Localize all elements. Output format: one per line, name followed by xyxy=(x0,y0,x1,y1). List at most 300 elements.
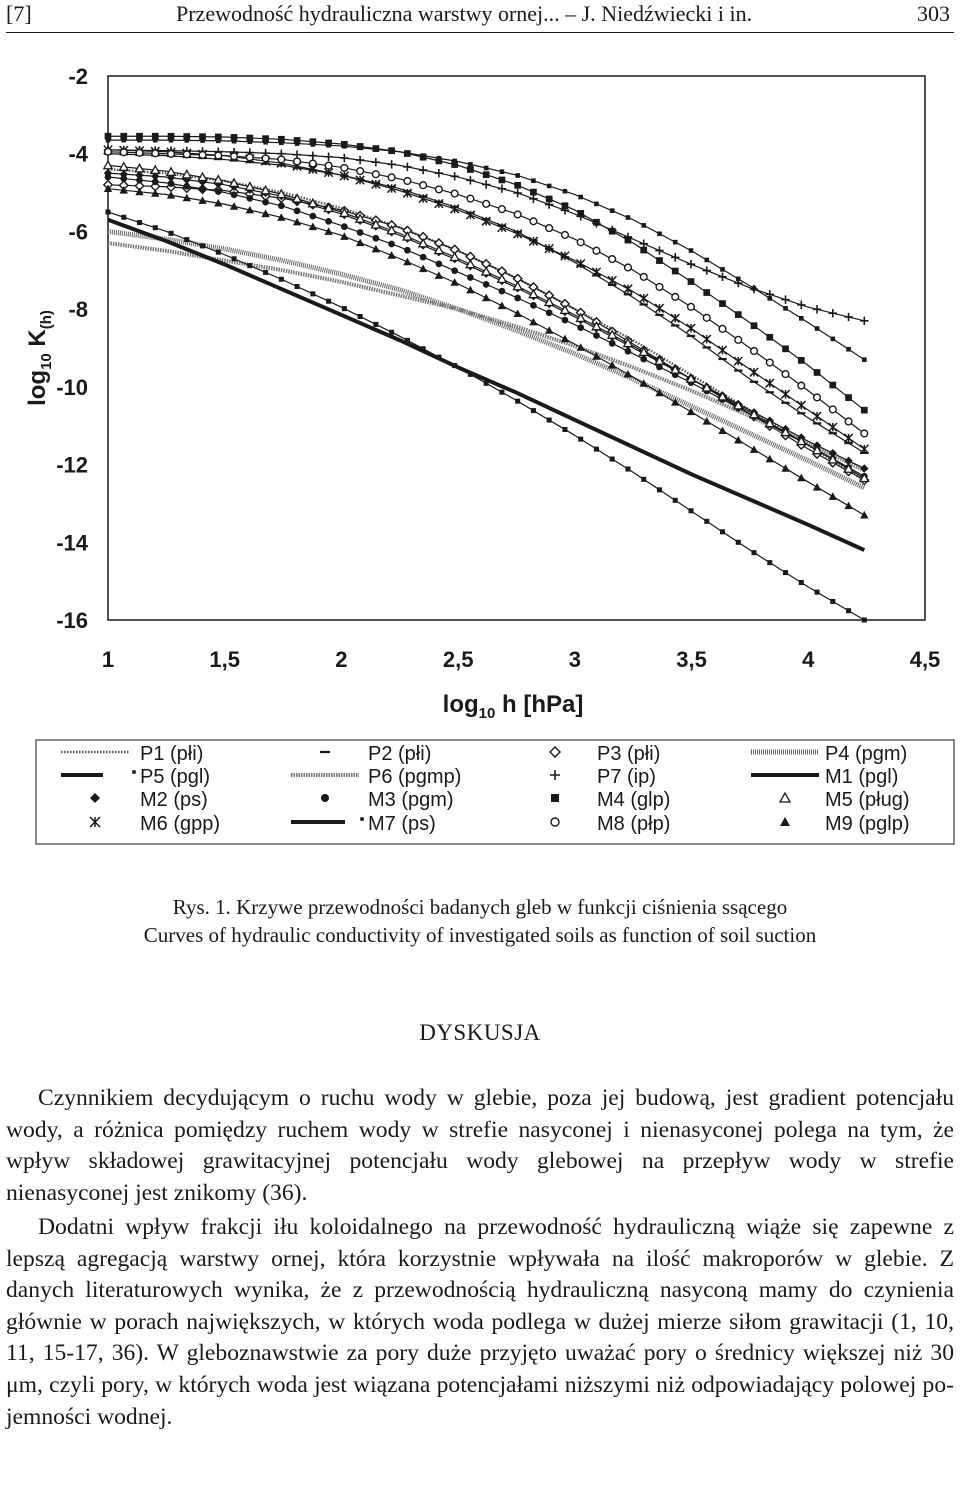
data-point xyxy=(435,246,443,254)
data-point xyxy=(751,322,758,329)
data-point xyxy=(372,145,379,152)
page-header xyxy=(6,0,954,30)
data-point xyxy=(357,143,364,150)
data-point xyxy=(169,231,174,236)
data-point xyxy=(718,273,726,281)
data-point xyxy=(720,267,725,272)
data-point xyxy=(861,407,868,414)
data-point xyxy=(829,309,837,317)
data-point xyxy=(419,239,427,247)
data-point xyxy=(641,223,646,228)
data-point xyxy=(515,173,520,178)
data-point xyxy=(608,361,616,369)
data-point xyxy=(483,200,490,207)
data-point xyxy=(625,264,632,271)
data-point xyxy=(846,608,851,613)
data-point xyxy=(797,474,805,482)
data-point xyxy=(624,285,632,293)
data-point xyxy=(815,326,820,331)
legend-marker xyxy=(551,818,559,826)
data-point xyxy=(529,195,537,203)
data-point xyxy=(279,277,284,282)
data-point xyxy=(671,314,679,322)
data-point xyxy=(671,253,679,261)
data-point xyxy=(498,302,506,310)
data-point xyxy=(121,215,126,220)
data-point xyxy=(625,237,632,244)
data-point xyxy=(215,188,222,195)
legend-marker xyxy=(132,770,136,774)
data-point xyxy=(420,254,427,261)
data-point xyxy=(530,218,537,225)
data-point xyxy=(625,467,630,472)
data-point xyxy=(845,394,852,401)
data-point xyxy=(815,590,820,595)
data-point xyxy=(531,408,536,413)
data-point xyxy=(468,162,473,167)
data-point xyxy=(387,251,395,259)
data-point xyxy=(593,219,600,226)
data-point xyxy=(498,275,506,283)
data-point xyxy=(515,399,520,404)
legend-marker xyxy=(321,794,329,802)
data-point xyxy=(576,343,584,351)
data-point xyxy=(183,183,190,190)
data-point xyxy=(640,240,648,248)
data-point xyxy=(798,382,805,389)
data-point xyxy=(547,184,552,189)
data-point xyxy=(704,258,709,263)
data-point xyxy=(246,154,253,161)
data-point xyxy=(246,195,253,202)
data-point xyxy=(482,217,490,225)
data-point xyxy=(419,194,427,202)
legend-label: P6 (pgmp) xyxy=(368,766,462,788)
data-point xyxy=(153,225,158,230)
data-point xyxy=(310,291,315,296)
data-point xyxy=(215,152,222,159)
y-tick-label: -4 xyxy=(68,141,88,167)
x-axis-label: $\log_{10} h$ [hPa] xyxy=(442,691,584,722)
data-point xyxy=(783,570,788,575)
data-point xyxy=(703,335,711,343)
data-point xyxy=(294,137,301,144)
data-point xyxy=(152,133,159,140)
data-point xyxy=(340,232,348,240)
data-point xyxy=(640,356,647,363)
data-point xyxy=(767,560,772,565)
data-point xyxy=(215,134,222,141)
data-point xyxy=(183,133,190,140)
data-point xyxy=(719,325,726,332)
data-series xyxy=(104,154,869,453)
data-point xyxy=(514,295,521,302)
data-point xyxy=(184,237,189,242)
data-point xyxy=(844,313,852,321)
data-point xyxy=(655,304,663,312)
data-point xyxy=(766,359,773,366)
data-point xyxy=(797,401,805,409)
data-point xyxy=(436,186,443,193)
y-tick-label: -2 xyxy=(68,64,88,89)
data-point xyxy=(766,455,774,463)
data-point xyxy=(750,445,758,453)
data-point xyxy=(404,178,411,185)
data-point xyxy=(530,189,537,196)
data-point xyxy=(608,276,616,284)
data-point xyxy=(278,202,285,209)
data-point xyxy=(168,133,175,140)
data-point xyxy=(640,294,648,302)
x-tick-label: 3 xyxy=(568,647,581,672)
data-point xyxy=(735,336,742,343)
x-tick-label: 4,5 xyxy=(909,647,941,672)
data-point xyxy=(814,394,821,401)
data-point xyxy=(309,213,316,220)
data-point xyxy=(799,580,804,585)
data-point xyxy=(656,284,663,291)
data-point xyxy=(513,282,521,290)
data-point xyxy=(483,171,490,178)
data-point xyxy=(294,207,301,214)
data-point xyxy=(513,189,521,197)
data-point xyxy=(673,240,678,245)
data-point xyxy=(860,511,868,519)
legend-label: M5 (pług) xyxy=(825,789,910,811)
legend-label: P1 (płi) xyxy=(140,743,204,765)
data-point xyxy=(577,324,584,331)
data-point xyxy=(735,311,742,318)
data-point xyxy=(341,141,348,148)
data-point xyxy=(577,239,584,246)
data-point xyxy=(231,191,238,198)
legend-label: P7 (ip) xyxy=(597,766,656,788)
x-tick-label: 2 xyxy=(335,647,348,672)
data-point xyxy=(830,337,835,342)
data-point xyxy=(372,235,379,242)
data-point xyxy=(498,184,506,192)
data-point xyxy=(419,265,427,273)
data-point xyxy=(703,266,711,274)
data-point xyxy=(435,199,443,207)
data-point xyxy=(688,303,695,310)
data-point xyxy=(232,256,237,261)
data-point xyxy=(687,260,695,268)
data-point xyxy=(482,267,490,275)
data-point xyxy=(325,140,332,147)
data-point xyxy=(672,268,679,275)
data-point xyxy=(781,390,789,398)
y-tick-label: -16 xyxy=(56,608,88,633)
data-point xyxy=(325,162,332,169)
paragraph: Dodatni wpływ frakcji iłu koloidalnego na przewodność hydrauliczną wiąże się zapewne z lepszą agregacją warstwy ornej, która korzystnie wpływała na ilość makroporów w glebie. Z danych literaturowych wynika, że z przewodnością hydrauliczną nasyconą mamy do czynienia głównie w porach największych, w których woda podlega w dużej mierze siłom grawitacji (1, 10, 11, 15-17, 36). W gleboznawstwie za pory duże przyjęto uważać pory o średnicy większej niż 30 μm, czyli pory, w których woda jest wiązana potencjałami niższymi niż odpowiadający polowej pojemności wodnej. xyxy=(6,1214,954,1430)
data-point xyxy=(736,540,741,545)
data-point xyxy=(436,355,441,360)
data-point xyxy=(419,166,427,174)
data-series xyxy=(104,181,869,485)
data-point xyxy=(657,487,662,492)
data-point xyxy=(294,158,301,165)
data-point xyxy=(829,423,837,431)
data-point xyxy=(640,274,647,281)
page-number: 303 xyxy=(917,1,950,26)
data-point xyxy=(342,306,347,311)
data-point xyxy=(404,150,411,157)
data-point xyxy=(403,232,411,240)
data-point xyxy=(436,158,443,165)
data-point xyxy=(561,306,569,314)
legend-label: M7 (ps) xyxy=(368,813,436,835)
series-line xyxy=(108,152,864,434)
running-title: Przewodność hydrauliczna warstwy ornej... – J. Niedźwiecki i in. xyxy=(176,1,753,26)
reference-number: [7] xyxy=(6,1,32,26)
data-point xyxy=(797,301,805,309)
data-point xyxy=(388,174,395,181)
data-point xyxy=(829,406,836,413)
data-point xyxy=(751,550,756,555)
data-point xyxy=(263,270,268,275)
x-tick-label: 4 xyxy=(802,647,815,672)
data-point xyxy=(829,492,837,500)
x-tick-label: 3,5 xyxy=(676,647,707,672)
data-point xyxy=(783,306,788,311)
data-point xyxy=(830,599,835,604)
data-point xyxy=(829,382,836,389)
data-point xyxy=(703,289,710,296)
data-point xyxy=(687,324,695,332)
y-axis-label: $\log_{10} K_{(h)}$ xyxy=(24,310,55,406)
data-point xyxy=(199,186,206,193)
data-point xyxy=(687,408,695,416)
data-point xyxy=(578,195,583,200)
data-point xyxy=(799,316,804,321)
data-point xyxy=(766,290,774,298)
data-point xyxy=(562,202,569,209)
data-point xyxy=(813,412,821,420)
data-point xyxy=(387,184,395,192)
data-point xyxy=(609,228,616,235)
data-point xyxy=(498,223,506,231)
y-tick-label: -10 xyxy=(56,374,88,400)
legend-marker xyxy=(551,794,559,802)
data-point xyxy=(766,379,774,387)
data-point xyxy=(546,196,553,203)
data-point xyxy=(466,211,474,219)
data-point xyxy=(688,508,693,513)
data-point xyxy=(766,334,773,341)
data-point xyxy=(514,182,521,189)
x-tick-label: 2,5 xyxy=(442,647,474,672)
data-point xyxy=(357,168,364,175)
data-point xyxy=(246,135,253,142)
data-point xyxy=(781,295,789,303)
data-point xyxy=(610,208,615,213)
y-tick-label: -8 xyxy=(68,297,88,323)
data-point xyxy=(420,154,427,161)
data-point xyxy=(136,177,143,184)
data-point xyxy=(672,294,679,301)
data-point xyxy=(750,368,758,376)
data-point xyxy=(466,176,474,184)
data-point xyxy=(467,274,474,281)
header-rule xyxy=(6,32,954,33)
data-point xyxy=(655,246,663,254)
data-point xyxy=(200,243,205,248)
data-point xyxy=(231,134,238,141)
x-tick-label: 1 xyxy=(101,647,115,672)
data-point xyxy=(814,369,821,376)
figure-caption-en: Curves of hydraulic conductivity of investigated soils as function of soil suction xyxy=(143,923,817,947)
data-point xyxy=(529,290,537,298)
data-point xyxy=(451,190,458,197)
data-point xyxy=(703,314,710,321)
data-point xyxy=(105,148,112,155)
legend-label: M4 (glp) xyxy=(597,789,671,811)
data-point xyxy=(278,156,285,163)
data-point xyxy=(718,346,726,354)
data-point xyxy=(466,286,474,294)
data-point xyxy=(703,417,711,425)
paragraph: Czynnikiem decydującym o ruchu wody w glebie, poza jej budową, jest gradient potencjału wody, a różnica pomiędzy ruchem wody w strefie nasyconej i nienasyconej polega na tym, że wpływ składowej grawitacyjnej potencjału wody glebowej na przepływ wody w strefie nienasyconej jest znikomy (36). xyxy=(6,1085,954,1206)
data-point xyxy=(199,152,206,159)
data-point xyxy=(860,445,868,453)
legend-label: M8 (płp) xyxy=(597,813,671,835)
data-point xyxy=(468,372,473,377)
data-point xyxy=(450,278,458,286)
data-point xyxy=(403,189,411,197)
legend-label: P5 (pgl) xyxy=(140,766,211,788)
data-point xyxy=(500,169,505,174)
data-point xyxy=(450,253,458,261)
data-point xyxy=(499,390,504,395)
data-point xyxy=(718,426,726,434)
data-point xyxy=(657,231,662,236)
data-point xyxy=(436,261,443,268)
data-point xyxy=(625,348,632,355)
data-point xyxy=(387,160,395,168)
data-point xyxy=(484,381,489,386)
data-point xyxy=(389,330,394,335)
data-point xyxy=(844,502,852,510)
data-series xyxy=(104,169,869,473)
legend-label: P4 (pgm) xyxy=(825,743,908,765)
data-point xyxy=(466,260,474,268)
figure-caption-pl: Rys. 1. Krzywe przewodności badanych gleb w funkcji ciśnienia ssącego xyxy=(172,895,788,919)
data-point xyxy=(734,436,742,444)
y-tick-label: -12 xyxy=(56,452,88,478)
data-point xyxy=(593,247,600,254)
data-point xyxy=(295,284,300,289)
data-point xyxy=(356,156,364,164)
data-point xyxy=(403,258,411,266)
data-point xyxy=(546,309,553,316)
data-point xyxy=(720,529,725,534)
data-point xyxy=(183,151,190,158)
data-point xyxy=(529,318,537,326)
data-point xyxy=(547,418,552,423)
data-point xyxy=(813,483,821,491)
data-point xyxy=(563,189,568,194)
legend-label: M1 (pgl) xyxy=(825,766,899,788)
data-point xyxy=(467,166,474,173)
data-point xyxy=(168,180,175,187)
data-point xyxy=(562,232,569,239)
data-point xyxy=(719,300,726,307)
data-point xyxy=(673,498,678,503)
data-point xyxy=(450,172,458,180)
data-point xyxy=(152,178,159,185)
data-point xyxy=(513,309,521,317)
data-point xyxy=(593,332,600,339)
data-point xyxy=(482,180,490,188)
data-point xyxy=(689,248,694,253)
data-point xyxy=(104,161,112,169)
legend-label: P2 (płi) xyxy=(368,743,432,765)
data-point xyxy=(450,205,458,213)
data-point xyxy=(499,206,506,213)
data-point xyxy=(451,267,458,274)
data-point xyxy=(592,268,600,276)
data-point xyxy=(451,161,458,168)
data-point xyxy=(781,464,789,472)
data-point xyxy=(734,357,742,365)
data-point xyxy=(626,215,631,220)
data-point xyxy=(641,477,646,482)
data-point xyxy=(609,340,616,347)
data-point xyxy=(372,171,379,178)
data-point xyxy=(341,165,348,172)
data-point xyxy=(372,245,380,253)
data-point xyxy=(373,322,378,327)
data-point xyxy=(341,223,348,230)
data-point xyxy=(372,158,380,166)
data-point xyxy=(482,294,490,302)
data-point xyxy=(216,250,221,255)
data-point xyxy=(137,220,142,225)
data-point xyxy=(340,154,348,162)
data-point xyxy=(325,218,332,225)
data-point xyxy=(545,326,553,334)
data-point xyxy=(324,153,332,161)
data-point xyxy=(609,256,616,263)
data-point xyxy=(467,195,474,202)
data-point xyxy=(610,457,615,462)
data-point xyxy=(105,174,112,181)
data-point xyxy=(798,357,805,364)
data-point xyxy=(136,133,143,140)
data-point xyxy=(435,271,443,279)
section-title: DYSKUSJA xyxy=(419,1020,541,1045)
data-point xyxy=(751,348,758,355)
data-point xyxy=(452,363,457,368)
data-point xyxy=(499,288,506,295)
data-point xyxy=(545,298,553,306)
data-point xyxy=(388,241,395,248)
data-point xyxy=(356,239,364,247)
data-point xyxy=(862,617,867,622)
data-point xyxy=(199,133,206,140)
data-point xyxy=(484,166,489,171)
data-point xyxy=(262,199,269,206)
legend-label: M3 (pgm) xyxy=(368,789,454,811)
data-point xyxy=(152,150,159,157)
data-point xyxy=(120,149,127,156)
legend-label: M9 (pglp) xyxy=(825,813,910,835)
data-point xyxy=(168,151,175,158)
data-point xyxy=(844,434,852,442)
conductivity-chart xyxy=(0,40,960,850)
data-point xyxy=(546,225,553,232)
